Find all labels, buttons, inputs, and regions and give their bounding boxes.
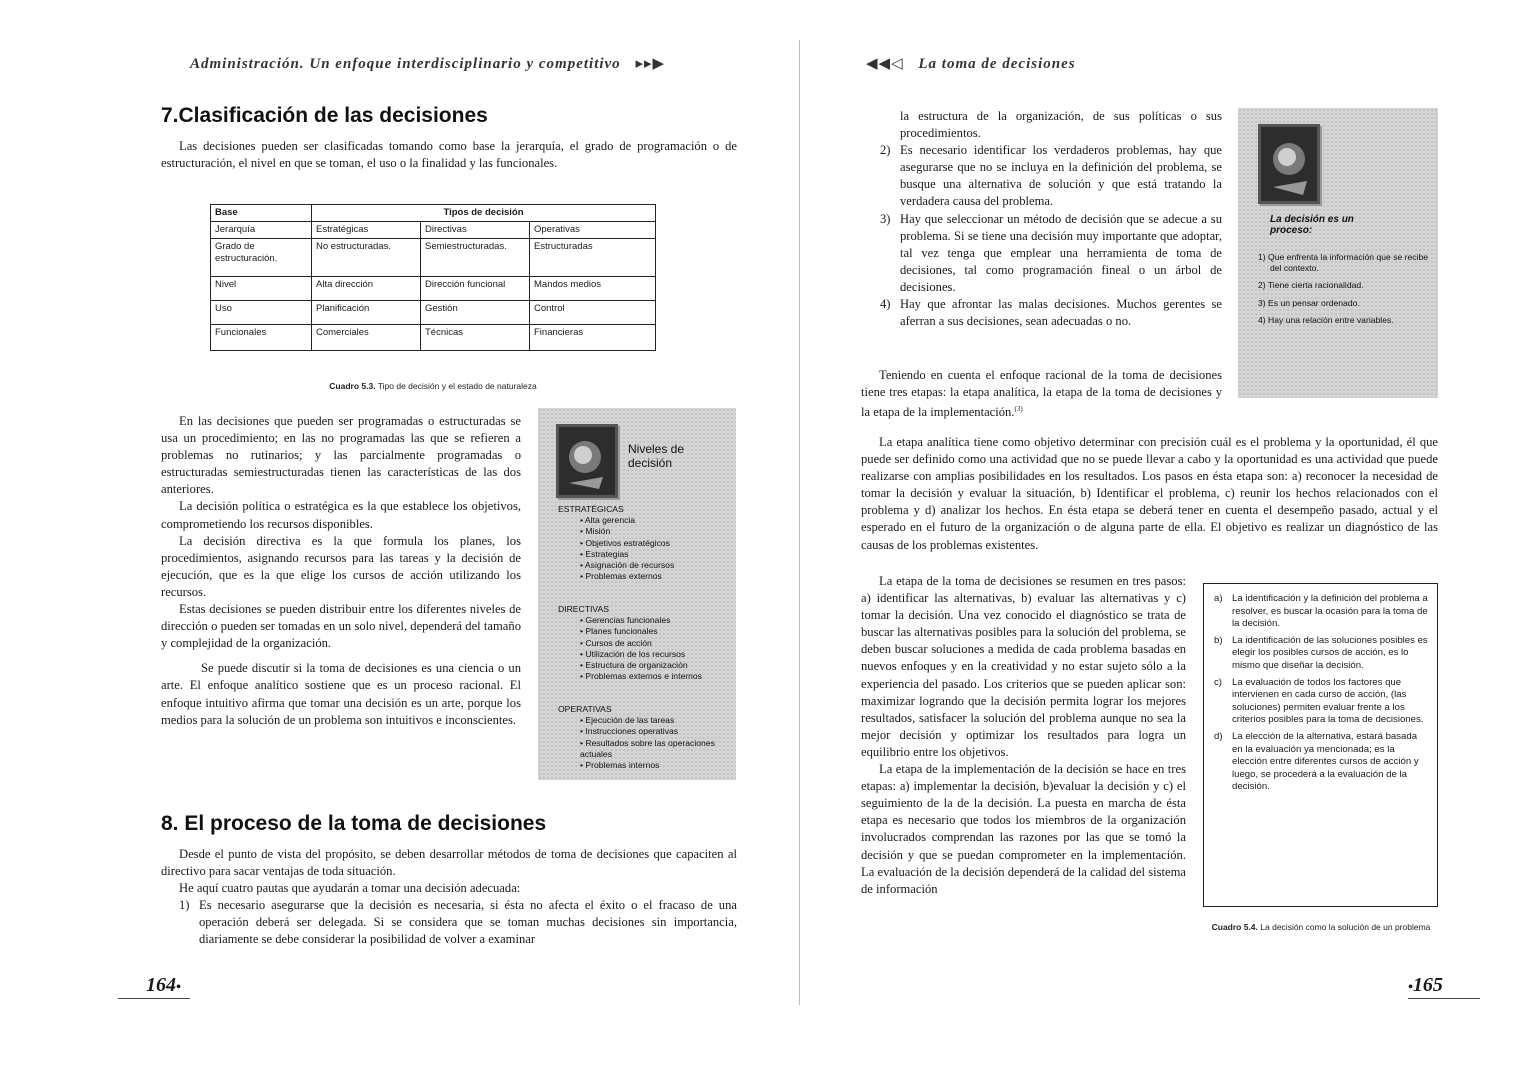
analitica-paragraph — [861, 434, 1438, 554]
list-item-text: Es necesario asegurarse que la decisión es necesaria, si ésta no afecta el éxito o el fracaso de una operación deberá ser delegada. Si se considera que se toman muchas decisiones sin importancia, diariamente se debe considerar la posibilidad de volver a examinar — [199, 898, 737, 947]
paragraph: la estructura de la organización, de sus políticas o sus procedimientos. — [900, 109, 1222, 141]
list-item-text: Instrucciones operativas — [585, 726, 679, 737]
emblem-icon — [559, 427, 615, 495]
list-item: • Planes funcionales — [580, 626, 658, 637]
table-cell: Alta dirección — [312, 277, 421, 301]
running-head-right — [866, 54, 1076, 73]
list-item: • Problemas internos — [580, 760, 660, 771]
list-item — [880, 142, 1222, 210]
list-item: 3) Es un pensar ordenado. — [1258, 297, 1360, 308]
list-item: • Cursos de acción — [580, 637, 652, 648]
arrow-right-icon: ▸▸▶ — [635, 56, 666, 72]
list-item: • Ejecución de las tareas — [580, 715, 675, 726]
decision-types-table — [210, 204, 656, 351]
table-cell: Funcionales — [211, 325, 312, 351]
running-head-left — [190, 54, 665, 73]
table-cell: Operativas — [530, 222, 656, 239]
page-number-right-text: 165 — [1412, 974, 1443, 996]
list-item — [880, 296, 1222, 330]
list-item: • Problemas externos e internos — [580, 671, 702, 682]
emblem-icon — [1261, 127, 1317, 201]
list-item: • Alta gerencia — [580, 515, 636, 526]
left-column-text — [161, 413, 521, 729]
paragraph: He aquí cuatro pautas que ayudarán a tomar una decisión adecuada: — [179, 881, 521, 896]
section-7-intro-text: Las decisiones pueden ser clasificadas tomando como base la jerarquía, el grado de programación o de estructuración, el nivel en que se toman, el uso o la finalidad y las funcionales. — [161, 139, 737, 171]
list-item: • Utilización de los recursos — [580, 648, 686, 659]
table-caption — [210, 381, 656, 391]
table-row — [211, 325, 656, 351]
etapas-paragraph — [861, 367, 1222, 421]
page-gutter — [799, 40, 800, 1005]
list-item-text: Ejecución de las tareas — [585, 715, 675, 726]
list-item-text: Es necesario identificar los verdaderos problemas, hay que asegurarse que no se incluya en la definición del problema, se busque una alternativa de solución y que está tratando la verdadera causa del problema. — [900, 143, 1222, 209]
running-head-right-text: La toma de decisiones — [918, 56, 1076, 72]
table-cell: Estructuradas — [530, 239, 656, 277]
list-item-number: 4) — [880, 297, 891, 312]
paragraph: La etapa analítica tiene como objetivo determinar con precisión cuál es el problema y la oportunidad, él que puede ser definido como una actividad que no se puede llevar a cabo y la oportunidad es una actividad que puede realizarse con amplias posibilidades en los resultados. Los pasos en ésta etapa son: a) reconocer la necesidad de tomar la decisión y evaluar la situación, b) Identificar el problema, c) reunir los hechos relacionados con el problema y d) analizar los hechos. En ésta etapa se deberá tener en cuenta el desempeño pasado, actual y el esperado en el futuro de la organización o de alguna parte de ella. El objetivo es realizar un diagnóstico de las causas de los problemas existentes. — [861, 435, 1438, 552]
list-item — [1212, 635, 1429, 673]
list-item — [1212, 677, 1429, 727]
table-row — [211, 239, 656, 277]
list-item-text: Planes funcionales — [585, 626, 658, 637]
paragraph: Se puede discutir si la toma de decisiones es una ciencia o un arte. El enfoque analítico sostiene que es un proceso racional. El enfoque intuitivo afirma que tomar una decisión es un arte, porque los medios para la solución de un problema son intuitivos e inconscientes. — [161, 661, 521, 727]
group-heading: OPERATIVAS — [558, 704, 612, 714]
list-item-text: Gerencias funcionales — [585, 615, 671, 626]
table-cell: Gestión — [421, 301, 530, 325]
list-item-text: Problemas externos e internos — [585, 671, 702, 682]
page-number-rule-left — [118, 998, 190, 999]
list-item: • Estrategias — [580, 548, 629, 559]
group-heading: ESTRATÉGICAS — [558, 504, 624, 514]
table-cell: Planificación — [312, 301, 421, 325]
list-item: • Problemas externos — [580, 571, 662, 582]
table-row — [211, 277, 656, 301]
table-cell: Comerciales — [312, 325, 421, 351]
list-item-text: Problemas externos — [585, 571, 662, 582]
list-item-text: Problemas internos — [585, 760, 660, 771]
table-caption-label: Cuadro 5.3. — [329, 381, 376, 391]
list-item: • Estructura de organización — [580, 660, 688, 671]
table-cell: Directivas — [421, 222, 530, 239]
niveles-group-operativas — [558, 704, 734, 771]
niveles-group-directivas — [558, 604, 702, 682]
list-item-text: Hay que seleccionar un método de decisión que se adecue a su problema. Si se tiene una decisión muy importante que adoptar, tal vez tenga que emplear una herramienta de toma de decisiones, tal como programación fineal o un árbol de decisiones. — [900, 211, 1222, 294]
paragraph: La decisión política o estratégica es la que establece los objetivos, comprometiendo los recursos disponibles. — [161, 499, 521, 531]
table-cell: Uso — [211, 301, 312, 325]
group-items — [558, 715, 734, 771]
footnote-ref: (3) — [1014, 405, 1023, 414]
paragraph: Estas decisiones se pueden distribuir entre los diferentes niveles de dirección o pueden ser tomadas en un solo nivel, dependerá del tamaño y complejidad de la organización. — [161, 602, 521, 651]
list-item-text: Asignación de recursos — [584, 560, 675, 571]
list-item: 4) Hay una relación entre variables. — [1258, 314, 1394, 325]
list-item-text: Alta gerencia — [584, 515, 636, 526]
toma-impl-text — [861, 573, 1186, 898]
list-item-text: Estrategias — [585, 548, 629, 559]
list-item-letter: c) — [1214, 676, 1222, 688]
page-number-rule-right — [1408, 998, 1480, 999]
running-head-left-text: Administración. Un enfoque interdisciplinario y competitivo — [190, 56, 621, 72]
paragraph — [861, 367, 1222, 421]
arrow-left-icon: ◀◀◁ — [866, 56, 904, 72]
table-cell: Dirección funcional — [421, 277, 530, 301]
list-item — [1212, 731, 1429, 794]
list-item-text: La evaluación de todos los factores que intervienen en cada curso de acción, (las soluciones) permiten evaluar frente a los criterios posibles para la toma de decisiones. — [1232, 676, 1424, 726]
decision-emblem-image — [1258, 124, 1320, 204]
table-cell: Mandos medios — [530, 277, 656, 301]
group-items — [558, 515, 674, 582]
list-item-number: 3) — [880, 211, 891, 226]
section-7-title: 7.Clasificación de las decisiones — [161, 104, 488, 127]
section-7-intro — [161, 138, 737, 172]
list-item-text: La identificación de las soluciones posibles es elegir los posibles cursos de acción, es lo mismo que diseñar la decisión. — [1232, 634, 1428, 671]
list-item: • Asignación de recursos — [580, 560, 675, 571]
proceso-list — [1258, 252, 1432, 326]
paragraph-text: Teniendo en cuenta el enfoque racional de la toma de decisiones tiene tres etapas: la etapa analítica, la etapa de la toma de decisiones y la etapa de la implementación. — [861, 368, 1222, 420]
proceso-title: La decisión es un proceso: — [1270, 214, 1354, 237]
list-item — [1212, 593, 1429, 631]
solucion-box — [1203, 583, 1438, 907]
list-item-text: Resultados sobre las operaciones actuales — [580, 737, 715, 759]
paragraph: Desde el punto de vista del propósito, se deben desarrollar métodos de toma de decisiones que capaciten al directivo para sacar ventajas de toda situación. — [161, 847, 737, 879]
table-row — [211, 222, 656, 239]
group-heading: DIRECTIVAS — [558, 604, 609, 614]
list-item-number: 2) — [880, 143, 891, 158]
table-header-base: Base — [211, 205, 312, 222]
list-item-text: La elección de la alternativa, estará basada en la evaluación ya mencionada; es la elección entre diferentes cursos de acción y luego, se procederá a la evaluación de la decisión. — [1232, 730, 1419, 793]
niveles-sidebar — [538, 408, 736, 780]
paragraph: La etapa de la implementación de la decisión se hace en tres etapas: a) implementar la decisión, b)evaluar la decisión y c) el seguimiento de la de la decisión. La puesta en marcha de ésta etapa es necesario que todos los miembros de la organización involucrados comprendan las razones por las que se tomó la decisión y que se puedan comprometer en la implementación. La evaluación de la decisión dependerá de la calidad del sistema de información — [861, 762, 1186, 896]
table-cell: Grado de estructuración. — [211, 239, 312, 277]
box-caption — [1203, 922, 1439, 933]
list-item-text: Misión — [585, 526, 611, 537]
list-item-text: Objetivos estratégicos — [585, 537, 670, 548]
list-item: 1) Que enfrenta la información que se recibe del contexto. — [1258, 252, 1429, 274]
decision-emblem-image — [556, 424, 618, 498]
page-number-left-text: 164 — [146, 974, 176, 996]
list-item-letter: b) — [1214, 634, 1223, 646]
paragraph: La decisión directiva es la que formula los planes, los procedimientos, asignando recursos para las tareas y la decisión de ejecución, que es la que elige los cursos de acción utilizando los recursos. — [161, 533, 521, 599]
table-cell: Financieras — [530, 325, 656, 351]
table-cell: Jerarquía — [211, 222, 312, 239]
solucion-list — [1204, 584, 1437, 794]
box-caption-text: La decisión como la solución de un problema — [1260, 922, 1431, 932]
paragraph: En las decisiones que pueden ser programadas o estructuradas se usa un procedimiento; en las no programadas las que se refieren a problemas no rutinarios; y las parcialmente programadas o estructuradas semiestructuradas tienen las características de las dos anteriores. — [161, 414, 521, 497]
niveles-group-estrategicas — [558, 504, 674, 582]
table-cell: No estructuradas. — [312, 239, 421, 277]
table-cell: Semiestructuradas. — [421, 239, 530, 277]
list-item: • Objetivos estratégicos — [580, 537, 670, 548]
table-cell: Estratégicas — [312, 222, 421, 239]
list-item: 2) Tiene cierta racionalidad. — [1258, 280, 1364, 291]
list-item-text: Cursos de acción — [585, 637, 652, 648]
paragraph: La etapa de la toma de decisiones se resumen en tres pasos: a) identificar las alternativas, b) evaluar las alternativas y c) tomar la decisión. Una vez conocido el diagnóstico se trata de buscar las alternativas posibles para la solución del problema, se deben buscar soluciones a medida de cada problema basadas en nuevos enfoques y en la creatividad y no estar sujeto sólo a la experiencia del pasado. Los criterios que se pueden aplicar son: maximizar logrando que la decisión permita lograr los mejores resultados, satisfacer la solución del problema aunque no sea la mejor decisión y optimizar los resultados para logra un equilibrio entre los objetivos. — [861, 574, 1186, 759]
table-row — [211, 301, 656, 325]
list-item — [880, 211, 1222, 296]
list-item: • Misión — [580, 526, 611, 537]
list-item: • Instrucciones operativas — [580, 726, 679, 737]
list-item-text: La identificación y la definición del problema a resolver, es buscar la ocasión para la toma de la decisión. — [1232, 593, 1428, 630]
page-number-left: 164• — [146, 974, 181, 996]
proceso-sidebar — [1238, 108, 1438, 398]
box-caption-label: Cuadro 5.4. — [1211, 922, 1258, 932]
table-cell: Control — [530, 301, 656, 325]
list-item: • Gerencias funcionales — [580, 615, 671, 626]
section-8-text — [161, 846, 737, 949]
page-number-right: •165 — [1408, 974, 1443, 996]
table-caption-text: Tipo de decisión y el estado de naturaleza — [377, 381, 537, 391]
list-item-text: Utilización de los recursos — [585, 648, 686, 659]
table-cell: Nivel — [211, 277, 312, 301]
group-items — [558, 615, 702, 682]
list-item: • Resultados sobre las operaciones actuales — [580, 737, 715, 759]
right-list — [880, 108, 1222, 330]
table-header-row — [211, 205, 656, 222]
list-item-number: 1) — [179, 898, 190, 913]
list-item-letter: d) — [1214, 730, 1223, 742]
table-cell: Técnicas — [421, 325, 530, 351]
table-header-tipos: Tipos de decisión — [312, 205, 656, 222]
section-8-title: 8. El proceso de la toma de decisiones — [161, 812, 547, 835]
list-item — [179, 897, 737, 948]
niveles-title: Niveles de decisión — [628, 442, 685, 470]
list-item-text: Estructura de organización — [585, 660, 688, 671]
list-item-text: Hay que afrontar las malas decisiones. Muchos gerentes se aferran a sus decisiones, sean adecuadas o no. — [900, 297, 1222, 329]
list-item-letter: a) — [1214, 593, 1223, 604]
